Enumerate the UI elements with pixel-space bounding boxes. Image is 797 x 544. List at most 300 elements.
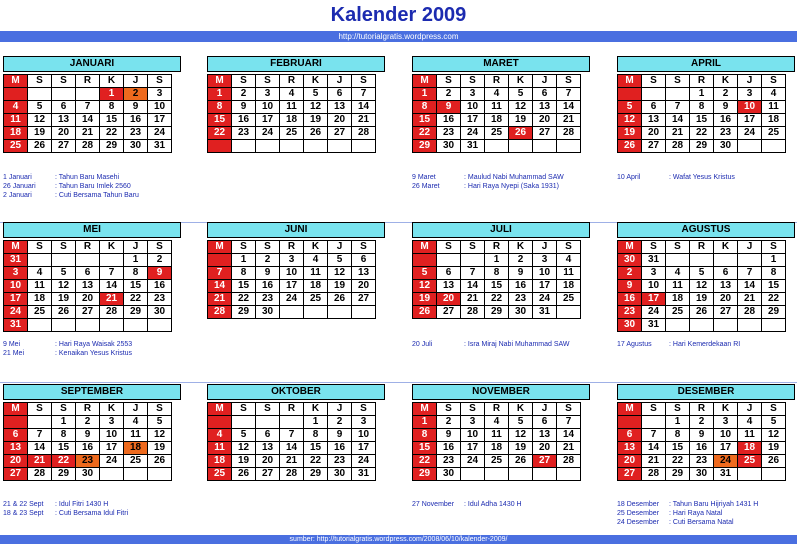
- month-table: [617, 74, 786, 153]
- note-date: 1 Januari: [3, 174, 32, 181]
- empty-cell: [328, 306, 352, 319]
- day-cell: 29: [304, 468, 328, 481]
- day-cell: 14: [280, 442, 304, 455]
- day-cell: 19: [28, 127, 52, 140]
- empty-cell: [208, 416, 232, 429]
- day-cell: 3: [256, 88, 280, 101]
- weekday-header: R: [76, 403, 100, 416]
- day-cell: 13: [256, 442, 280, 455]
- day-cell: 11: [124, 429, 148, 442]
- day-cell: 31: [642, 319, 666, 332]
- day-cell: 4: [666, 267, 690, 280]
- day-cell: 19: [148, 442, 172, 455]
- day-cell: 30: [714, 140, 738, 153]
- day-cell: 20: [76, 293, 100, 306]
- empty-cell: [509, 140, 533, 153]
- month-februari: [207, 56, 385, 153]
- holiday-note: [3, 500, 188, 509]
- day-cell: 19: [304, 114, 328, 127]
- holiday-note: [617, 340, 797, 349]
- day-cell: 22: [690, 127, 714, 140]
- day-cell: 19: [232, 455, 256, 468]
- day-cell: 14: [28, 442, 52, 455]
- day-cell: 27: [328, 127, 352, 140]
- day-cell: 31: [148, 140, 172, 153]
- day-cell: 7: [738, 267, 762, 280]
- empty-cell: [666, 254, 690, 267]
- empty-cell: [232, 416, 256, 429]
- empty-cell: [76, 88, 100, 101]
- note-text: : Cuti Bersama Idul Fitri: [55, 510, 129, 517]
- empty-cell: [100, 254, 124, 267]
- day-cell: 16: [437, 442, 461, 455]
- day-cell: 18: [666, 293, 690, 306]
- day-cell: 26: [232, 468, 256, 481]
- day-cell: 16: [618, 293, 642, 306]
- day-cell: 10: [100, 429, 124, 442]
- month-mei: [3, 222, 181, 332]
- day-cell: 11: [485, 101, 509, 114]
- day-cell: 25: [738, 455, 762, 468]
- note-text: : Cuti Bersama Natal: [669, 519, 734, 526]
- day-cell: 1: [124, 254, 148, 267]
- day-cell: 28: [280, 468, 304, 481]
- weekday-header: S: [256, 75, 280, 88]
- day-cell: 2: [509, 254, 533, 267]
- empty-cell: [666, 319, 690, 332]
- day-cell: 6: [642, 101, 666, 114]
- weekday-header: S: [762, 403, 786, 416]
- note-date: 9 Mei: [3, 341, 21, 348]
- holiday-note: [617, 509, 797, 518]
- day-cell: 19: [328, 280, 352, 293]
- day-cell: 31: [714, 468, 738, 481]
- empty-cell: [304, 140, 328, 153]
- empty-cell: [28, 416, 52, 429]
- month-notes: [412, 500, 597, 509]
- day-cell: 5: [28, 101, 52, 114]
- month-notes: [617, 500, 797, 527]
- day-cell: 4: [304, 254, 328, 267]
- day-cell: 30: [124, 140, 148, 153]
- day-cell: 27: [4, 468, 28, 481]
- day-cell: 3: [4, 267, 28, 280]
- day-cell: 20: [533, 114, 557, 127]
- empty-cell: [738, 468, 762, 481]
- note-date: 25 Desember: [617, 510, 660, 517]
- note-text: : Tahun Baru Hijriyah 1431 H: [669, 501, 759, 508]
- month-september: [3, 384, 181, 481]
- day-cell: 3: [352, 416, 376, 429]
- day-cell: 12: [762, 429, 786, 442]
- day-cell: 22: [304, 455, 328, 468]
- empty-cell: [280, 306, 304, 319]
- empty-cell: [4, 416, 28, 429]
- url-banner[interactable]: http://tutorialgratis.wordpress.com: [0, 31, 797, 42]
- day-cell: 10: [533, 267, 557, 280]
- day-cell: 10: [148, 101, 172, 114]
- day-cell: 13: [352, 267, 376, 280]
- day-cell: 2: [618, 267, 642, 280]
- empty-cell: [533, 140, 557, 153]
- weekday-header: R: [280, 241, 304, 254]
- day-cell: 23: [76, 455, 100, 468]
- note-text: : Idul Fitri 1430 H: [55, 501, 109, 508]
- day-cell: 1: [413, 416, 437, 429]
- empty-cell: [28, 319, 52, 332]
- day-cell: 20: [642, 127, 666, 140]
- empty-cell: [461, 254, 485, 267]
- day-cell: 29: [52, 468, 76, 481]
- day-cell: 18: [4, 127, 28, 140]
- day-cell: 18: [280, 114, 304, 127]
- month-table: [3, 74, 172, 153]
- day-cell: 16: [124, 114, 148, 127]
- day-cell: 20: [437, 293, 461, 306]
- page-title: Kalender 2009: [330, 4, 467, 26]
- weekday-header: K: [304, 75, 328, 88]
- day-cell: 22: [485, 293, 509, 306]
- month-notes: [617, 340, 797, 349]
- day-cell: 19: [413, 293, 437, 306]
- day-cell: 3: [533, 254, 557, 267]
- day-cell: 27: [642, 140, 666, 153]
- day-cell: 5: [148, 416, 172, 429]
- day-cell: 27: [618, 468, 642, 481]
- day-cell: 10: [738, 101, 762, 114]
- day-cell: 24: [280, 293, 304, 306]
- empty-cell: [485, 468, 509, 481]
- weekday-header: S: [437, 403, 461, 416]
- day-cell: 5: [304, 88, 328, 101]
- day-cell: 16: [509, 280, 533, 293]
- empty-cell: [232, 140, 256, 153]
- month-title: APRIL: [617, 56, 795, 72]
- weekday-header: R: [76, 241, 100, 254]
- weekday-header: J: [328, 241, 352, 254]
- day-cell: 26: [148, 455, 172, 468]
- weekday-header: M: [4, 75, 28, 88]
- day-cell: 20: [533, 442, 557, 455]
- day-cell: 3: [642, 267, 666, 280]
- weekday-header: S: [762, 75, 786, 88]
- day-cell: 19: [690, 293, 714, 306]
- day-cell: 4: [124, 416, 148, 429]
- day-cell: 23: [618, 306, 642, 319]
- day-cell: 12: [690, 280, 714, 293]
- day-cell: 14: [666, 114, 690, 127]
- day-cell: 24: [714, 455, 738, 468]
- day-cell: 9: [124, 101, 148, 114]
- note-text: : Isra Miraj Nabi Muhammad SAW: [464, 341, 570, 348]
- weekday-header: S: [232, 75, 256, 88]
- day-cell: 15: [413, 114, 437, 127]
- day-cell: 17: [4, 293, 28, 306]
- month-title: JANUARI: [3, 56, 181, 72]
- weekday-header: M: [618, 75, 642, 88]
- day-cell: 5: [690, 267, 714, 280]
- note-text: : Tahun Baru Imlek 2560: [55, 183, 131, 190]
- weekday-header: K: [100, 241, 124, 254]
- day-cell: 16: [328, 442, 352, 455]
- day-cell: 5: [328, 254, 352, 267]
- day-cell: 12: [148, 429, 172, 442]
- day-cell: 11: [762, 101, 786, 114]
- day-cell: 25: [28, 306, 52, 319]
- weekday-header: K: [509, 403, 533, 416]
- day-cell: 30: [328, 468, 352, 481]
- weekday-header: K: [714, 75, 738, 88]
- note-text: : Hari Raya Natal: [669, 510, 723, 517]
- day-cell: 12: [413, 280, 437, 293]
- day-cell: 15: [232, 280, 256, 293]
- weekday-header: R: [485, 241, 509, 254]
- day-cell: 1: [232, 254, 256, 267]
- empty-cell: [738, 319, 762, 332]
- empty-cell: [100, 319, 124, 332]
- note-text: : Maulud Nabi Muhammad SAW: [464, 174, 564, 181]
- day-cell: 31: [533, 306, 557, 319]
- day-cell: 15: [413, 442, 437, 455]
- day-cell: 15: [304, 442, 328, 455]
- empty-cell: [642, 416, 666, 429]
- day-cell: 2: [256, 254, 280, 267]
- day-cell: 20: [52, 127, 76, 140]
- weekday-header: M: [413, 241, 437, 254]
- month-table: [207, 402, 376, 481]
- empty-cell: [100, 468, 124, 481]
- footer-source[interactable]: sumber: http://tutorialgratis.wordpress.com/2008/06/10/kalender-2009/: [0, 535, 797, 544]
- day-cell: 14: [100, 280, 124, 293]
- day-cell: 16: [76, 442, 100, 455]
- day-cell: 22: [124, 293, 148, 306]
- month-november: [412, 384, 590, 481]
- weekday-header: S: [256, 241, 280, 254]
- weekday-header: K: [509, 75, 533, 88]
- day-cell: 22: [666, 455, 690, 468]
- day-cell: 20: [4, 455, 28, 468]
- day-cell: 17: [642, 293, 666, 306]
- weekday-header: S: [28, 241, 52, 254]
- empty-cell: [762, 319, 786, 332]
- weekday-header: S: [148, 403, 172, 416]
- day-cell: 24: [461, 127, 485, 140]
- month-title: JULI: [412, 222, 590, 238]
- day-cell: 2: [148, 254, 172, 267]
- empty-cell: [666, 88, 690, 101]
- day-cell: 7: [666, 101, 690, 114]
- day-cell: 31: [4, 319, 28, 332]
- holiday-note: [3, 191, 188, 200]
- note-date: 17 Agustus: [617, 341, 652, 348]
- empty-cell: [762, 140, 786, 153]
- day-cell: 7: [100, 267, 124, 280]
- day-cell: 19: [509, 442, 533, 455]
- day-cell: 10: [280, 267, 304, 280]
- day-cell: 8: [485, 267, 509, 280]
- weekday-header: S: [52, 241, 76, 254]
- day-cell: 3: [461, 416, 485, 429]
- day-cell: 17: [148, 114, 172, 127]
- day-cell: 23: [232, 127, 256, 140]
- weekday-header: M: [413, 403, 437, 416]
- note-date: 21 & 22 Sept: [3, 501, 44, 508]
- weekday-header: J: [124, 75, 148, 88]
- day-cell: 27: [52, 140, 76, 153]
- holiday-note: [617, 518, 797, 527]
- day-cell: 14: [352, 101, 376, 114]
- day-cell: 13: [533, 429, 557, 442]
- month-title: NOVEMBER: [412, 384, 590, 400]
- day-cell: 7: [208, 267, 232, 280]
- day-cell: 11: [208, 442, 232, 455]
- day-cell: 27: [714, 306, 738, 319]
- day-cell: 9: [509, 267, 533, 280]
- day-cell: 8: [762, 267, 786, 280]
- day-cell: 27: [352, 293, 376, 306]
- empty-cell: [618, 416, 642, 429]
- month-notes: [3, 340, 188, 358]
- note-date: 24 Desember: [617, 519, 660, 526]
- empty-cell: [738, 140, 762, 153]
- weekday-header: S: [642, 241, 666, 254]
- empty-cell: [52, 319, 76, 332]
- day-cell: 18: [208, 455, 232, 468]
- day-cell: 9: [256, 267, 280, 280]
- day-cell: 9: [328, 429, 352, 442]
- day-cell: 6: [256, 429, 280, 442]
- month-title: SEPTEMBER: [3, 384, 181, 400]
- note-date: 21 Mei: [3, 350, 25, 357]
- day-cell: 26: [28, 140, 52, 153]
- empty-cell: [208, 254, 232, 267]
- note-text: : Hari Raya Waisak 2553: [55, 341, 133, 348]
- day-cell: 24: [256, 127, 280, 140]
- day-cell: 7: [557, 88, 581, 101]
- empty-cell: [437, 254, 461, 267]
- note-date: 26 Maret: [412, 183, 440, 190]
- day-cell: 25: [208, 468, 232, 481]
- day-cell: 10: [642, 280, 666, 293]
- weekday-header: S: [557, 403, 581, 416]
- note-text: : Hari Kemerdekaan RI: [669, 341, 741, 348]
- month-notes: [412, 340, 597, 349]
- weekday-header: S: [461, 403, 485, 416]
- month-table: [617, 402, 786, 481]
- day-cell: 26: [509, 127, 533, 140]
- day-cell: 9: [437, 429, 461, 442]
- day-cell: 4: [208, 429, 232, 442]
- weekday-header: J: [738, 403, 762, 416]
- note-date: 9 Maret: [412, 174, 436, 181]
- weekday-header: M: [4, 403, 28, 416]
- day-cell: 28: [557, 455, 581, 468]
- weekday-header: J: [738, 75, 762, 88]
- empty-cell: [148, 319, 172, 332]
- day-cell: 8: [208, 101, 232, 114]
- day-cell: 6: [533, 416, 557, 429]
- day-cell: 21: [76, 127, 100, 140]
- day-cell: 8: [100, 101, 124, 114]
- weekday-header: S: [28, 403, 52, 416]
- month-desember: [617, 384, 795, 481]
- weekday-header: J: [738, 241, 762, 254]
- day-cell: 15: [208, 114, 232, 127]
- day-cell: 13: [437, 280, 461, 293]
- day-cell: 9: [618, 280, 642, 293]
- day-cell: 29: [100, 140, 124, 153]
- day-cell: 29: [666, 468, 690, 481]
- day-cell: 4: [738, 416, 762, 429]
- day-cell: 30: [690, 468, 714, 481]
- day-cell: 30: [618, 254, 642, 267]
- day-cell: 8: [413, 101, 437, 114]
- day-cell: 28: [642, 468, 666, 481]
- day-cell: 18: [557, 280, 581, 293]
- day-cell: 16: [148, 280, 172, 293]
- empty-cell: [4, 88, 28, 101]
- day-cell: 10: [4, 280, 28, 293]
- day-cell: 23: [509, 293, 533, 306]
- day-cell: 24: [148, 127, 172, 140]
- day-cell: 23: [690, 455, 714, 468]
- day-cell: 19: [52, 293, 76, 306]
- month-notes: [3, 173, 188, 200]
- day-cell: 11: [304, 267, 328, 280]
- day-cell: 26: [762, 455, 786, 468]
- weekday-header: R: [280, 403, 304, 416]
- day-cell: 17: [461, 442, 485, 455]
- day-cell: 17: [738, 114, 762, 127]
- day-cell: 25: [124, 455, 148, 468]
- note-date: 18 & 23 Sept: [3, 510, 44, 517]
- day-cell: 14: [557, 429, 581, 442]
- day-cell: 28: [461, 306, 485, 319]
- empty-cell: [352, 140, 376, 153]
- empty-cell: [461, 468, 485, 481]
- weekday-header: J: [533, 241, 557, 254]
- day-cell: 12: [509, 101, 533, 114]
- day-cell: 21: [738, 293, 762, 306]
- note-text: : Kenaikan Yesus Kristus: [55, 350, 133, 357]
- day-cell: 1: [762, 254, 786, 267]
- day-cell: 6: [533, 88, 557, 101]
- day-cell: 17: [100, 442, 124, 455]
- day-cell: 10: [256, 101, 280, 114]
- day-cell: 1: [100, 88, 124, 101]
- holiday-note: [3, 182, 188, 191]
- day-cell: 13: [4, 442, 28, 455]
- weekday-header: S: [232, 403, 256, 416]
- day-cell: 6: [52, 101, 76, 114]
- weekday-header: J: [533, 403, 557, 416]
- day-cell: 23: [437, 455, 461, 468]
- note-text: : Wafat Yesus Kristus: [669, 174, 735, 181]
- day-cell: 6: [714, 267, 738, 280]
- day-cell: 30: [437, 140, 461, 153]
- month-title: MEI: [3, 222, 181, 238]
- day-cell: 30: [76, 468, 100, 481]
- day-cell: 29: [413, 468, 437, 481]
- day-cell: 16: [690, 442, 714, 455]
- month-table: [412, 240, 581, 319]
- weekday-header: S: [666, 75, 690, 88]
- weekday-header: S: [666, 241, 690, 254]
- weekday-header: J: [124, 241, 148, 254]
- day-cell: 16: [714, 114, 738, 127]
- empty-cell: [280, 140, 304, 153]
- empty-cell: [533, 468, 557, 481]
